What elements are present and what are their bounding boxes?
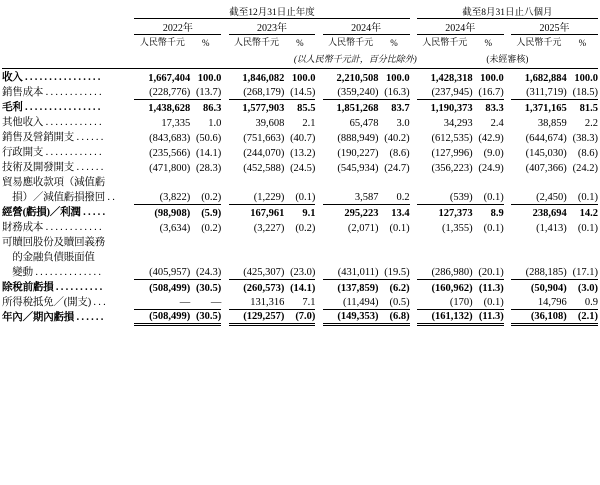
row-percent: (2.1) (567, 309, 598, 324)
row-value: 39,608 (255, 118, 285, 129)
column-gap (221, 189, 228, 204)
column-gap (504, 279, 511, 294)
column-gap (410, 144, 417, 159)
row-value: 238,694 (532, 208, 567, 219)
row-label: 行政開支 . . . . . . . . . . . . (2, 147, 102, 158)
row-value: 14,796 (511, 294, 567, 309)
column-gap (221, 174, 228, 189)
header-year-2024: 2024年 (323, 19, 410, 35)
row-value: (405,957) (134, 264, 190, 279)
table-row (2, 84, 598, 99)
table-row (2, 249, 598, 264)
row-value (134, 174, 190, 189)
row-value: 38,859 (537, 118, 567, 129)
row-value: (129,257) (229, 309, 285, 324)
row-percent: (18.5) (567, 84, 598, 99)
column-gap (410, 294, 417, 309)
row-percent: 13.4 (391, 208, 410, 219)
column-gap (410, 264, 417, 279)
row-percent: (30.5) (190, 309, 221, 324)
row-label: 經營(虧損)／利潤 . . . . . (2, 207, 105, 218)
financial-statement-page (0, 4, 600, 485)
column-gap (504, 309, 511, 324)
row-percent: (14.5) (284, 84, 315, 99)
row-label: 銷售及營銷開支 . . . . . . (2, 132, 104, 143)
column-gap (315, 174, 322, 189)
row-value: 1,846,082 (229, 69, 285, 85)
row-percent: 100.0 (190, 69, 221, 85)
row-percent (379, 174, 410, 189)
row-percent (379, 249, 410, 264)
row-value: (288,185) (511, 264, 567, 279)
row-percent: (28.3) (195, 163, 222, 174)
row-percent: (5.9) (201, 208, 222, 219)
row-value: (751,663) (243, 133, 285, 144)
column-gap (221, 264, 228, 279)
column-gap (315, 129, 322, 144)
column-gap (410, 99, 417, 114)
row-value: (3,822) (134, 189, 190, 204)
row-percent: (19.5) (379, 264, 410, 279)
row-percent: (0.1) (284, 189, 315, 204)
column-gap (410, 279, 417, 294)
row-percent: 3.0 (396, 118, 410, 129)
column-gap (410, 249, 417, 264)
row-value: (356,223) (431, 163, 473, 174)
column-gap (315, 159, 322, 174)
row-label: 毛利 . . . . . . . . . . . . . . . . (2, 102, 101, 113)
header-unit-row (2, 35, 598, 49)
row-percent: (24.9) (478, 163, 504, 174)
row-value: (888,949) (337, 133, 379, 144)
row-value: 1,428,318 (417, 69, 473, 85)
table-row (2, 264, 598, 279)
row-value: (268,179) (229, 84, 285, 99)
column-gap (315, 114, 322, 129)
column-gap (221, 114, 228, 129)
row-percent: (0.2) (295, 223, 316, 234)
header-unit-2022: 人民幣千元 (139, 37, 185, 47)
row-percent: 2.2 (584, 118, 598, 129)
row-percent: (38.3) (572, 133, 598, 144)
row-percent: (13.7) (190, 84, 221, 99)
note-unaudited: (未經審核) (486, 54, 529, 64)
column-gap (221, 84, 228, 99)
column-gap (504, 234, 511, 249)
column-gap (221, 294, 228, 309)
row-value: (160,962) (431, 283, 473, 294)
table-row (2, 159, 598, 174)
row-value: (149,353) (323, 309, 379, 324)
row-percent (284, 174, 315, 189)
row-value (511, 249, 567, 264)
row-percent: (16.7) (473, 84, 504, 99)
column-gap (315, 264, 322, 279)
row-value: (2,450) (511, 189, 567, 204)
row-label: 技術及開發開支 . . . . . . (2, 162, 104, 173)
row-value: (11,494) (323, 294, 379, 309)
header-pct-2022: % (202, 38, 210, 48)
column-gap (315, 69, 322, 85)
column-gap (315, 204, 322, 219)
row-percent: 83.3 (485, 103, 504, 114)
row-percent: 2.1 (302, 118, 316, 129)
row-percent: 100.0 (379, 69, 410, 85)
row-value: (1,413) (536, 223, 567, 234)
column-gap (504, 219, 511, 234)
column-gap (410, 159, 417, 174)
row-value: (50,904) (530, 283, 567, 294)
row-percent: 100.0 (567, 69, 598, 85)
row-value: (2,071) (347, 223, 379, 234)
row-value: (228,776) (134, 84, 190, 99)
row-value: (137,859) (337, 283, 379, 294)
row-value: (127,996) (431, 148, 473, 159)
header-unit-2024: 人民幣千元 (328, 37, 374, 47)
row-value: (286,980) (417, 264, 473, 279)
row-percent: (0.1) (473, 294, 504, 309)
row-label: 可贖回股份及贖回義務 (2, 237, 105, 248)
row-percent: 14.2 (579, 208, 598, 219)
column-gap (221, 69, 228, 85)
income-statement-table (2, 4, 598, 326)
row-value: (545,934) (337, 163, 379, 174)
header-pct-2024-interim: % (484, 38, 492, 48)
header-pct-2023: % (296, 38, 304, 48)
header-unit-2024-interim: 人民幣千元 (422, 37, 468, 47)
row-percent: 9.1 (302, 208, 316, 219)
row-value: (1,355) (442, 223, 473, 234)
row-value: 167,961 (250, 208, 285, 219)
column-gap (410, 69, 417, 85)
column-gap (410, 189, 417, 204)
column-gap (504, 159, 511, 174)
row-percent: (24.2) (572, 163, 598, 174)
header-year-2023: 2023年 (229, 19, 316, 35)
header-pct-2024: % (390, 38, 398, 48)
row-value (134, 249, 190, 264)
column-gap (504, 129, 511, 144)
column-gap (221, 159, 228, 174)
row-value: (237,945) (417, 84, 473, 99)
row-percent: (14.1) (290, 283, 316, 294)
row-label: 其他收入 . . . . . . . . . . . . (2, 117, 102, 128)
row-value: (539) (417, 189, 473, 204)
column-gap (221, 279, 228, 294)
column-gap (410, 114, 417, 129)
row-percent: 86.3 (202, 103, 222, 114)
row-percent: (0.1) (483, 223, 504, 234)
row-value: (1,229) (229, 189, 285, 204)
row-value: 1,682,884 (511, 69, 567, 85)
column-gap (504, 114, 511, 129)
row-value: (425,307) (229, 264, 285, 279)
row-percent: — (190, 294, 221, 309)
row-label: 損）／減值虧損撥回 . . (2, 192, 115, 203)
column-gap (315, 84, 322, 99)
table-row (2, 114, 598, 129)
header-year-2024-interim: 2024年 (417, 19, 504, 35)
row-value (511, 234, 567, 249)
row-value: 3,587 (323, 189, 379, 204)
column-gap (221, 219, 228, 234)
row-percent: 83.7 (391, 103, 410, 114)
header-group-row (2, 4, 598, 19)
column-gap (315, 249, 322, 264)
row-value: — (134, 294, 190, 309)
row-percent: (0.1) (577, 223, 598, 234)
row-value: (431,011) (323, 264, 379, 279)
row-value: 127,373 (438, 208, 473, 219)
row-percent: (23.0) (284, 264, 315, 279)
row-value: 65,478 (349, 118, 379, 129)
note-basis: (以人民幣千元計，百分比除外) (293, 54, 417, 64)
header-unit-2025-interim: 人民幣千元 (516, 37, 562, 47)
row-percent: 2.4 (490, 118, 504, 129)
column-gap (410, 309, 417, 324)
row-percent: (20.1) (473, 264, 504, 279)
row-percent: (6.8) (379, 309, 410, 324)
table-row (2, 294, 598, 309)
row-label: 貿易應收款項（減值虧 (2, 177, 105, 188)
column-gap (221, 144, 228, 159)
row-percent: (50.6) (195, 133, 222, 144)
column-gap (315, 189, 322, 204)
column-gap (504, 189, 511, 204)
row-label: 變動 . . . . . . . . . . . . . . (2, 267, 101, 278)
row-percent: (8.6) (577, 148, 598, 159)
column-gap (410, 129, 417, 144)
row-value: 1,667,404 (134, 69, 190, 85)
row-value: (471,800) (149, 163, 191, 174)
column-gap (221, 234, 228, 249)
row-percent (190, 234, 221, 249)
row-value: 1,851,268 (336, 103, 379, 114)
header-group-annual: 截至12月31日止年度 (134, 4, 409, 19)
row-value: (612,535) (431, 133, 473, 144)
column-gap (504, 204, 511, 219)
row-value: 34,293 (443, 118, 473, 129)
row-percent (567, 234, 598, 249)
row-percent: (11.3) (473, 309, 504, 324)
table-row (2, 69, 598, 85)
row-percent (284, 249, 315, 264)
column-gap (315, 294, 322, 309)
row-value: (407,366) (525, 163, 567, 174)
row-percent (473, 249, 504, 264)
row-percent: (24.5) (290, 163, 316, 174)
row-value: (452,588) (243, 163, 285, 174)
column-gap (504, 174, 511, 189)
column-gap (504, 249, 511, 264)
row-percent: 85.5 (297, 103, 316, 114)
column-gap (410, 234, 417, 249)
row-label: 銷售成本 . . . . . . . . . . . . (2, 87, 102, 98)
header-unit-2023: 人民幣千元 (233, 37, 279, 47)
row-percent: (0.2) (201, 223, 222, 234)
row-value: (161,132) (417, 309, 473, 324)
row-percent: (0.2) (190, 189, 221, 204)
row-percent: (24.7) (384, 163, 410, 174)
row-value (323, 234, 379, 249)
row-percent: (42.9) (478, 133, 504, 144)
row-percent (473, 234, 504, 249)
table-row (2, 144, 598, 159)
note-basis-row (2, 52, 598, 65)
column-gap (315, 234, 322, 249)
row-percent (190, 174, 221, 189)
row-value (229, 234, 285, 249)
column-gap (221, 309, 228, 324)
row-percent: (13.2) (290, 148, 316, 159)
row-percent: 81.5 (579, 103, 598, 114)
row-value (323, 174, 379, 189)
row-percent (379, 234, 410, 249)
table-row (2, 204, 598, 219)
row-value (229, 174, 285, 189)
column-gap (504, 84, 511, 99)
table-row (2, 234, 598, 249)
column-gap (315, 144, 322, 159)
row-value: (260,573) (243, 283, 285, 294)
row-value: (3,227) (253, 223, 285, 234)
column-gap (410, 84, 417, 99)
row-percent: (24.3) (190, 264, 221, 279)
row-value: 1,190,373 (430, 103, 473, 114)
header-group-interim: 截至8月31日止八個月 (417, 4, 598, 19)
column-gap (410, 174, 417, 189)
column-gap (315, 279, 322, 294)
table-body (2, 69, 598, 325)
column-gap (221, 204, 228, 219)
row-percent: (0.1) (389, 223, 410, 234)
table-header (2, 4, 598, 69)
row-value: 1,371,165 (524, 103, 567, 114)
row-label: 的金融負債賬面值 (2, 252, 95, 263)
row-percent: 1.0 (208, 118, 222, 129)
row-percent: 8.9 (490, 208, 504, 219)
row-percent: (8.6) (389, 148, 410, 159)
row-percent: 0.2 (379, 189, 410, 204)
row-value: (3,634) (159, 223, 191, 234)
row-value: (145,030) (525, 148, 567, 159)
header-year-2025-interim: 2025年 (511, 19, 598, 35)
table-row (2, 174, 598, 189)
table-row (2, 99, 598, 114)
table-row (2, 129, 598, 144)
table-row (2, 219, 598, 234)
row-value (417, 174, 473, 189)
column-gap (221, 99, 228, 114)
row-value: 1,577,903 (242, 103, 285, 114)
column-gap (410, 219, 417, 234)
row-label: 所得稅抵免／(開支) . . . (2, 297, 106, 308)
row-percent: 100.0 (473, 69, 504, 85)
row-value: (98,908) (154, 208, 191, 219)
column-gap (221, 249, 228, 264)
header-year-2022: 2022年 (134, 19, 221, 35)
row-value (417, 249, 473, 264)
row-percent (190, 249, 221, 264)
row-value (134, 234, 190, 249)
row-percent (567, 249, 598, 264)
row-percent (567, 174, 598, 189)
column-gap (221, 129, 228, 144)
row-value: (843,683) (149, 133, 191, 144)
row-percent: (40.7) (290, 133, 316, 144)
row-label: 除稅前虧損 . . . . . . . . . . (2, 282, 102, 293)
column-gap (504, 144, 511, 159)
row-value: (644,674) (525, 133, 567, 144)
row-value: 1,438,628 (148, 103, 191, 114)
column-gap (504, 69, 511, 85)
row-value: (508,499) (149, 283, 191, 294)
row-percent: (30.5) (195, 283, 222, 294)
table-row (2, 189, 598, 204)
row-percent: (17.1) (567, 264, 598, 279)
column-gap (410, 204, 417, 219)
header-pct-2025-interim: % (578, 38, 587, 48)
row-value: 131,316 (229, 294, 285, 309)
row-label: 財務成本 . . . . . . . . . . . . (2, 222, 102, 233)
row-value: (235,566) (149, 148, 191, 159)
column-gap (315, 309, 322, 324)
row-value: 2,210,508 (323, 69, 379, 85)
row-value (417, 234, 473, 249)
row-value (511, 174, 567, 189)
column-gap (504, 294, 511, 309)
column-gap (315, 99, 322, 114)
row-percent: (0.5) (379, 294, 410, 309)
row-percent: (0.1) (567, 189, 598, 204)
row-value: (311,719) (511, 84, 567, 99)
row-percent: (14.1) (195, 148, 222, 159)
row-percent: (16.3) (379, 84, 410, 99)
row-value (229, 249, 285, 264)
row-value: (36,108) (511, 309, 567, 324)
row-percent: (0.1) (473, 189, 504, 204)
row-percent: (40.2) (384, 133, 410, 144)
column-gap (504, 99, 511, 114)
row-percent (473, 174, 504, 189)
row-value: (190,227) (337, 148, 379, 159)
row-value: (508,499) (134, 309, 190, 324)
row-percent: (3.0) (577, 283, 598, 294)
table-row (2, 309, 598, 324)
row-percent: 7.1 (284, 294, 315, 309)
row-value: (244,070) (243, 148, 285, 159)
row-percent: 100.0 (284, 69, 315, 85)
row-percent: (7.0) (284, 309, 315, 324)
row-value (323, 249, 379, 264)
table-row (2, 279, 598, 294)
column-gap (504, 264, 511, 279)
row-label: 年內／期內虧損 . . . . . . (2, 312, 104, 323)
row-label: 收入 . . . . . . . . . . . . . . . . (2, 69, 134, 85)
row-percent (284, 234, 315, 249)
header-year-row (2, 19, 598, 35)
row-value: 295,223 (344, 208, 379, 219)
row-percent: (9.0) (483, 148, 504, 159)
row-percent: (6.2) (389, 283, 410, 294)
row-percent: 0.9 (567, 294, 598, 309)
column-gap (315, 219, 322, 234)
row-value: 17,335 (161, 118, 191, 129)
row-value: (170) (417, 294, 473, 309)
row-value: (359,240) (323, 84, 379, 99)
row-percent: (11.3) (478, 283, 504, 294)
